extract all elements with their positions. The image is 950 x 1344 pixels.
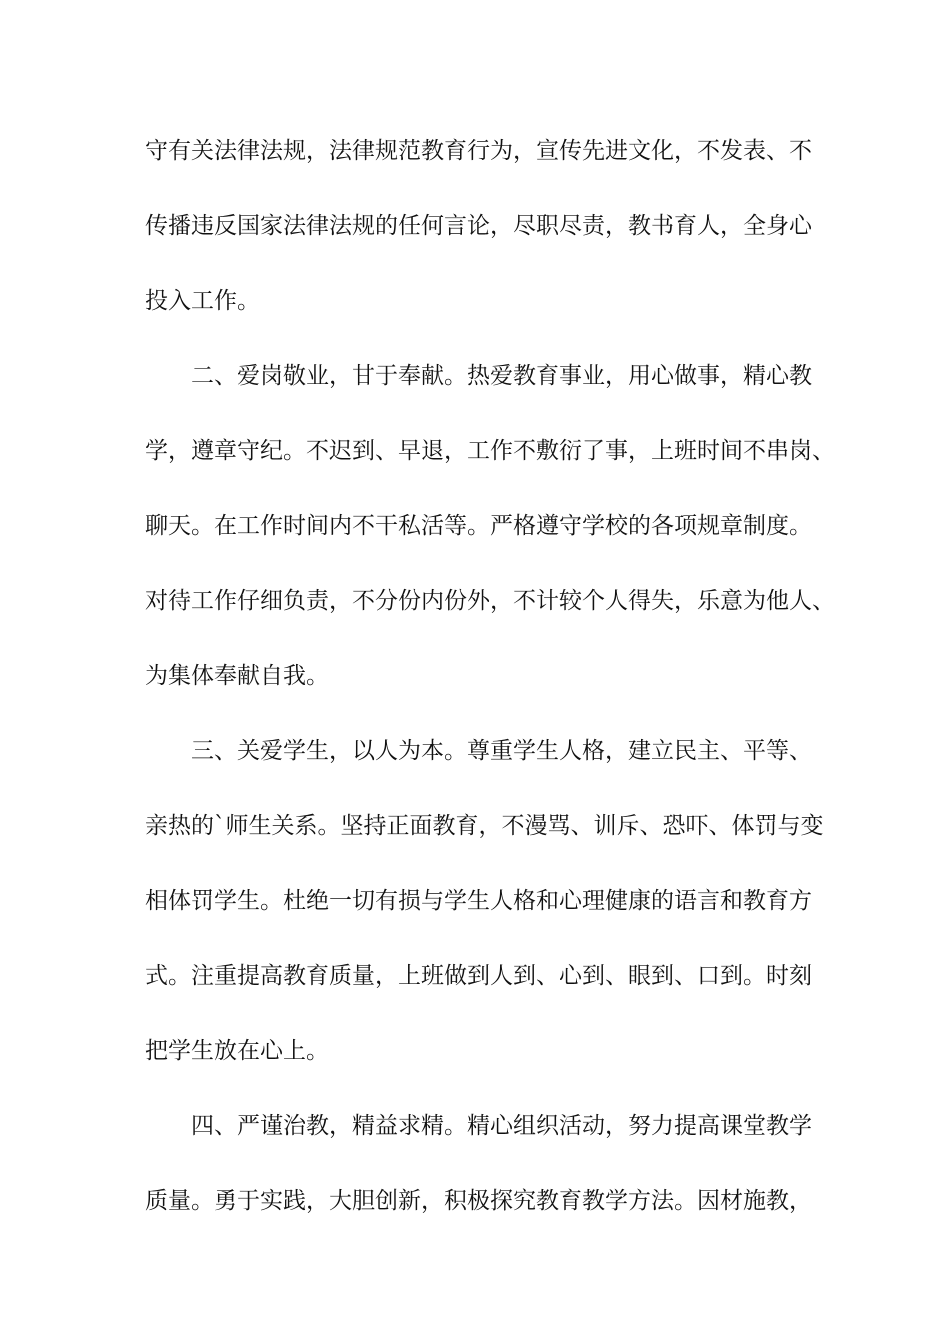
text-line: 亲热的`师生关系。坚持正面教育，不漫骂、训斥、恐吓、体罚与变 <box>145 813 824 839</box>
text-line: 对待工作仔细负责，不分份内份外，不计较个人得失，乐意为他人、 <box>145 588 835 614</box>
text-line: 传播违反国家法律法规的任何言论，尽职尽责，教书育人，全身心 <box>145 213 812 239</box>
text-line: 式。注重提高教育质量，上班做到人到、心到、眼到、口到。时刻 <box>145 963 812 989</box>
paragraph-heading-line: 三、关爱学生，以人为本。尊重学生人格，建立民主、平等、 <box>191 738 812 764</box>
text-line: 守有关法律法规，法律规范教育行为，宣传先进文化，不发表、不 <box>145 138 812 164</box>
text-line: 学，遵章守纪。不迟到、早退，工作不敷衍了事，上班时间不串岗、 <box>145 438 835 464</box>
text-line: 为集体奉献自我。 <box>145 663 329 689</box>
text-line: 把学生放在心上。 <box>145 1038 329 1064</box>
text-line: 投入工作。 <box>145 288 260 314</box>
paragraph-heading-line: 二、爱岗敬业，甘于奉献。热爱教育事业，用心做事，精心教 <box>191 363 812 389</box>
text-line: 聊天。在工作时间内不干私活等。严格遵守学校的各项规章制度。 <box>145 513 812 539</box>
paragraph-heading-line: 四、严谨治教，精益求精。精心组织活动，努力提高课堂教学 <box>191 1113 812 1139</box>
text-line: 相体罚学生。杜绝一切有损与学生人格和心理健康的语言和教育方 <box>145 888 812 914</box>
text-line: 质量。勇于实践，大胆创新，积极探究教育教学方法。因材施教， <box>145 1188 812 1214</box>
